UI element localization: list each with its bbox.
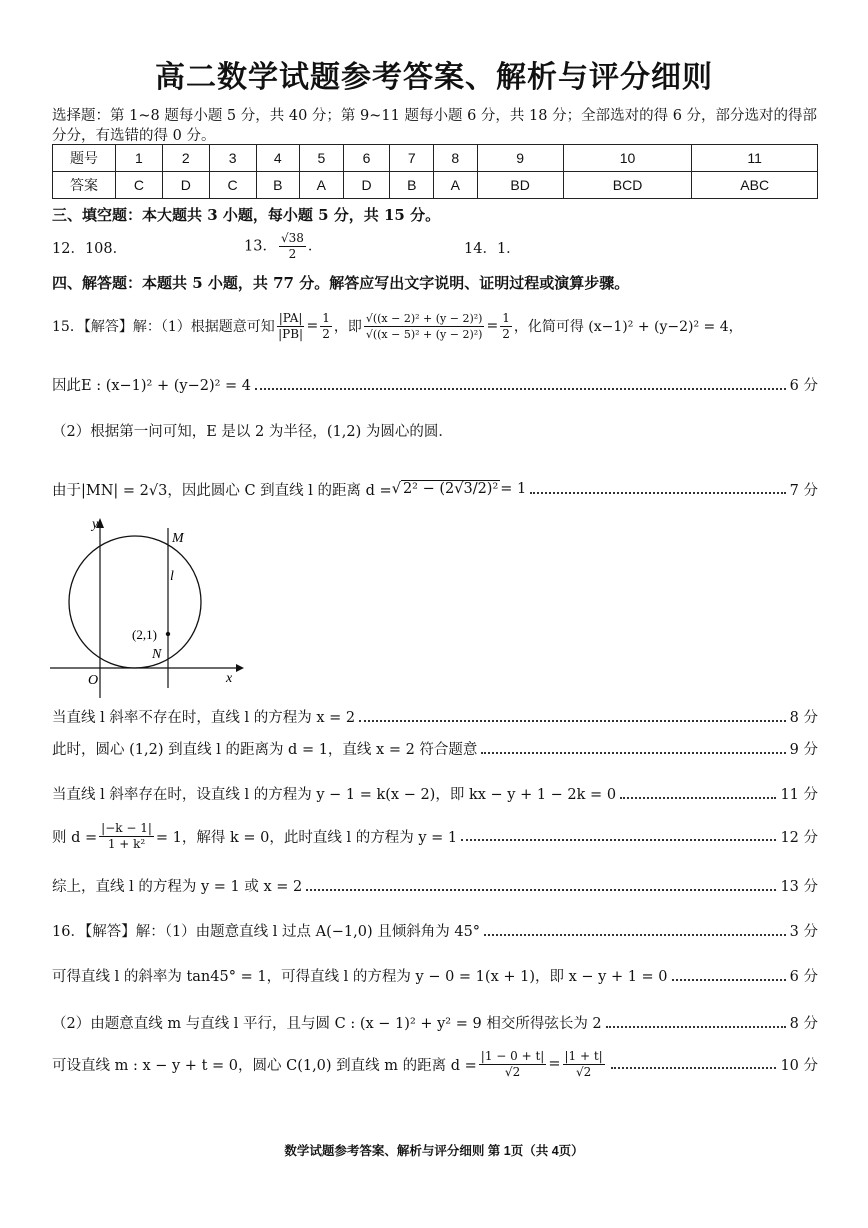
q15-line2 bbox=[52, 374, 818, 395]
fraction-denominator: 1 + k² bbox=[107, 836, 146, 851]
dot-leader bbox=[359, 720, 786, 722]
table-cell-number: 4 bbox=[256, 145, 300, 172]
q15-line4-text-a: 由于|MN| = 2√3，因此圆心 C 到直线 l 的距离 d = bbox=[52, 482, 392, 499]
fraction-numerator: 1 bbox=[502, 310, 510, 325]
fraction-numerator: √38 bbox=[280, 231, 304, 245]
answer-table bbox=[52, 144, 818, 199]
fraction-numerator: 1 bbox=[322, 310, 330, 325]
fraction-numerator: |PA| bbox=[278, 310, 303, 325]
table-cell-number: 1 bbox=[116, 145, 163, 172]
table-cell-number: 9 bbox=[477, 145, 563, 172]
table-cell-answer: D bbox=[343, 172, 390, 199]
q16-line1 bbox=[52, 920, 818, 941]
fill-answer-13-suffix: ． bbox=[307, 238, 323, 255]
table-cell-answer: C bbox=[116, 172, 163, 199]
point-2-1 bbox=[166, 632, 170, 636]
dot-leader bbox=[484, 934, 786, 936]
table-answer-label: 答案 bbox=[53, 172, 116, 199]
q15-line5-text: 当直线 l 斜率不存在时，直线 l 的方程为 x = 2 bbox=[52, 710, 356, 726]
q15-line4 bbox=[52, 472, 818, 506]
q15-line7 bbox=[52, 783, 818, 804]
fraction-denominator: 2 bbox=[288, 247, 297, 261]
dot-leader bbox=[255, 388, 786, 390]
table-cell-number: 7 bbox=[390, 145, 434, 172]
table-cell-number: 8 bbox=[434, 145, 478, 172]
score-label: 7 分 bbox=[789, 482, 818, 499]
q15-fraction-distance bbox=[364, 311, 485, 342]
q15-text-b: ，即 bbox=[333, 319, 362, 335]
q15-line9 bbox=[52, 875, 818, 896]
fraction-denominator: √((x − 5)² + (y − 2)²) bbox=[365, 327, 483, 341]
score-label: 6 分 bbox=[789, 969, 818, 985]
fraction-numerator: |1 − 0 + t| bbox=[480, 1048, 545, 1063]
fraction-denominator: √2 bbox=[504, 1064, 521, 1079]
fill-answer-12: 12．108． bbox=[52, 241, 128, 257]
q15-fraction-half-2 bbox=[500, 311, 512, 342]
dot-leader bbox=[481, 752, 785, 754]
circle-e bbox=[69, 536, 201, 668]
table-cell-number: 2 bbox=[162, 145, 209, 172]
page-title: 高二数学试题参考答案、解析与评分细则 bbox=[155, 60, 713, 95]
fraction-denominator: √2 bbox=[575, 1064, 592, 1079]
l-label: l bbox=[170, 569, 174, 584]
q16-fraction-simplified bbox=[563, 1049, 605, 1080]
choice-intro-line2: 分分，有选错的得 0 分。 bbox=[52, 128, 216, 144]
point-label: (2,1) bbox=[132, 627, 157, 642]
table-cell-number: 3 bbox=[209, 145, 256, 172]
answer-table-answer-row bbox=[53, 172, 818, 199]
fill-answers bbox=[52, 233, 818, 267]
table-cell-answer: A bbox=[434, 172, 478, 199]
dot-leader bbox=[672, 979, 786, 981]
q16-fraction-distance bbox=[479, 1049, 547, 1080]
q15-line8-text-a: 则 d = bbox=[52, 829, 98, 846]
score-label: 8 分 bbox=[789, 1016, 818, 1032]
x-axis-arrow bbox=[236, 664, 244, 672]
table-header-label: 题号 bbox=[53, 145, 116, 172]
q16-line2 bbox=[52, 965, 818, 986]
q15-line2-text: 因此E : (x−1)² + (y−2)² = 4 bbox=[52, 378, 252, 394]
table-cell-answer: BD bbox=[477, 172, 563, 199]
fraction-denominator: |PB| bbox=[278, 326, 304, 341]
q15-equals: = bbox=[306, 318, 319, 334]
q16-line1-text: 16．【解答】解：（1）由题意直线 l 过点 A(−1,0) 且倾斜角为 45° bbox=[52, 924, 481, 940]
table-cell-answer: A bbox=[300, 172, 344, 199]
table-cell-answer: C bbox=[209, 172, 256, 199]
q16-line3 bbox=[52, 1012, 818, 1033]
score-label: 3 分 bbox=[789, 924, 818, 940]
table-cell-number: 5 bbox=[300, 145, 344, 172]
choice-intro-line1: 选择题：第 1~8 题每小题 5 分，共 40 分；第 9~11 题每小题 6 分，共 18 分；全部选对的得 6 分，部分选对的得部 bbox=[52, 108, 818, 124]
table-cell-answer: BCD bbox=[563, 172, 692, 199]
table-cell-answer: ABC bbox=[692, 172, 818, 199]
q15-text-c: ，化简可得 (x−1)² + (y−2)² = 4， bbox=[513, 319, 743, 335]
fraction-numerator: |1 + t| bbox=[564, 1048, 603, 1063]
fill-answer-13 bbox=[244, 231, 322, 262]
table-cell-number: 11 bbox=[692, 145, 818, 172]
fraction-numerator: |−k − 1| bbox=[101, 820, 152, 835]
dot-leader bbox=[606, 1026, 786, 1028]
fill-heading: 三、填空题：本大题共 3 小题，每小题 5 分，共 15 分。 bbox=[52, 206, 441, 224]
score-label: 8 分 bbox=[789, 710, 818, 726]
q16-equals: = bbox=[548, 1056, 561, 1072]
q15-line4-text-b: = 1 bbox=[500, 481, 527, 497]
table-cell-number: 6 bbox=[343, 145, 390, 172]
q15-line3: （2）根据第一问可知，E 是以 2 为半径，(1,2) 为圆心的圆． bbox=[52, 424, 453, 440]
q15-line8-text-b: = 1，解得 k = 0，此时直线 l 的方程为 y = 1 bbox=[155, 829, 458, 846]
x-axis-label: x bbox=[226, 671, 233, 686]
q15-fraction-pa-pb bbox=[277, 311, 305, 342]
fill-answer-13-prefix: 13． bbox=[244, 238, 277, 255]
score-label: 9 分 bbox=[789, 742, 818, 758]
fill-answer-13-fraction bbox=[279, 231, 306, 262]
q15-line5 bbox=[52, 706, 818, 727]
fraction-denominator: 2 bbox=[502, 326, 510, 341]
q15-fraction-d bbox=[99, 821, 154, 852]
dot-leader bbox=[530, 492, 785, 494]
q15-line7-text: 当直线 l 斜率存在时，设直线 l 的方程为 y − 1 = k(x − 2)，即 kx − y + 1 − 2k = 0 bbox=[52, 787, 617, 803]
fraction-denominator: 2 bbox=[322, 326, 330, 341]
dot-leader bbox=[461, 839, 776, 841]
q15-line6 bbox=[52, 738, 818, 759]
dot-leader bbox=[306, 889, 776, 891]
q15-line9-text: 综上，直线 l 的方程为 y = 1 或 x = 2 bbox=[52, 879, 303, 895]
q16-line2-text: 可得直线 l 的斜率为 tan45° = 1，可得直线 l 的方程为 y − 0 = 1(x + 1)，即 x − y + 1 = 0 bbox=[52, 969, 668, 985]
score-label: 12 分 bbox=[780, 829, 818, 846]
q15-equals-2: = bbox=[486, 318, 499, 334]
table-cell-answer: B bbox=[390, 172, 434, 199]
y-axis-label: y bbox=[92, 517, 99, 532]
table-cell-answer: B bbox=[256, 172, 300, 199]
fraction-numerator: √((x − 2)² + (y − 2)²) bbox=[365, 311, 483, 325]
q15-line8 bbox=[52, 818, 818, 854]
answer-table-header-row bbox=[53, 145, 818, 172]
fill-answer-14: 14．1． bbox=[464, 241, 521, 257]
sqrt-radicand: 2² − (2√3/2)² bbox=[402, 481, 499, 497]
table-cell-number: 10 bbox=[563, 145, 692, 172]
dot-leader bbox=[620, 797, 776, 799]
q15-line6-text: 此时，圆心 (1,2) 到直线 l 的距离为 d = 1，直线 x = 2 符合题意 bbox=[52, 742, 478, 758]
circle-figure bbox=[50, 512, 250, 708]
m-label: M bbox=[172, 531, 184, 546]
dot-leader bbox=[611, 1067, 777, 1069]
q16-line3-text: （2）由题意直线 m 与直线 l 平行，且与圆 C : (x − 1)² + y² = 9 相交所得弦长为 2 bbox=[52, 1016, 602, 1032]
q16-line4-text-a: 可设直线 m : x − y + t = 0，圆心 C(1,0) 到直线 m 的距离 d = bbox=[52, 1057, 477, 1074]
q15-line4-sqrt: √ 2² − (2√3/2)² bbox=[391, 481, 499, 497]
q15-line1 bbox=[52, 306, 818, 346]
q16-line4 bbox=[52, 1046, 818, 1082]
n-label: N bbox=[152, 647, 162, 662]
q15-fraction-half bbox=[320, 311, 332, 342]
q15-text-a: 15．【解答】解：（1）根据题意可知 bbox=[52, 319, 275, 335]
table-cell-answer: D bbox=[162, 172, 209, 199]
score-label: 13 分 bbox=[780, 879, 818, 895]
score-label: 6 分 bbox=[789, 378, 818, 394]
score-label: 11 分 bbox=[780, 787, 818, 803]
score-label: 10 分 bbox=[780, 1057, 818, 1074]
origin-label: O bbox=[88, 673, 99, 688]
solve-heading: 四、解答题：本题共 5 小题，共 77 分。解答应写出文字说明、证明过程或演算步骤。 bbox=[52, 274, 630, 292]
page-footer: 数学试题参考答案、解析与评分细则 第 1页（共 4页） bbox=[284, 1144, 584, 1158]
